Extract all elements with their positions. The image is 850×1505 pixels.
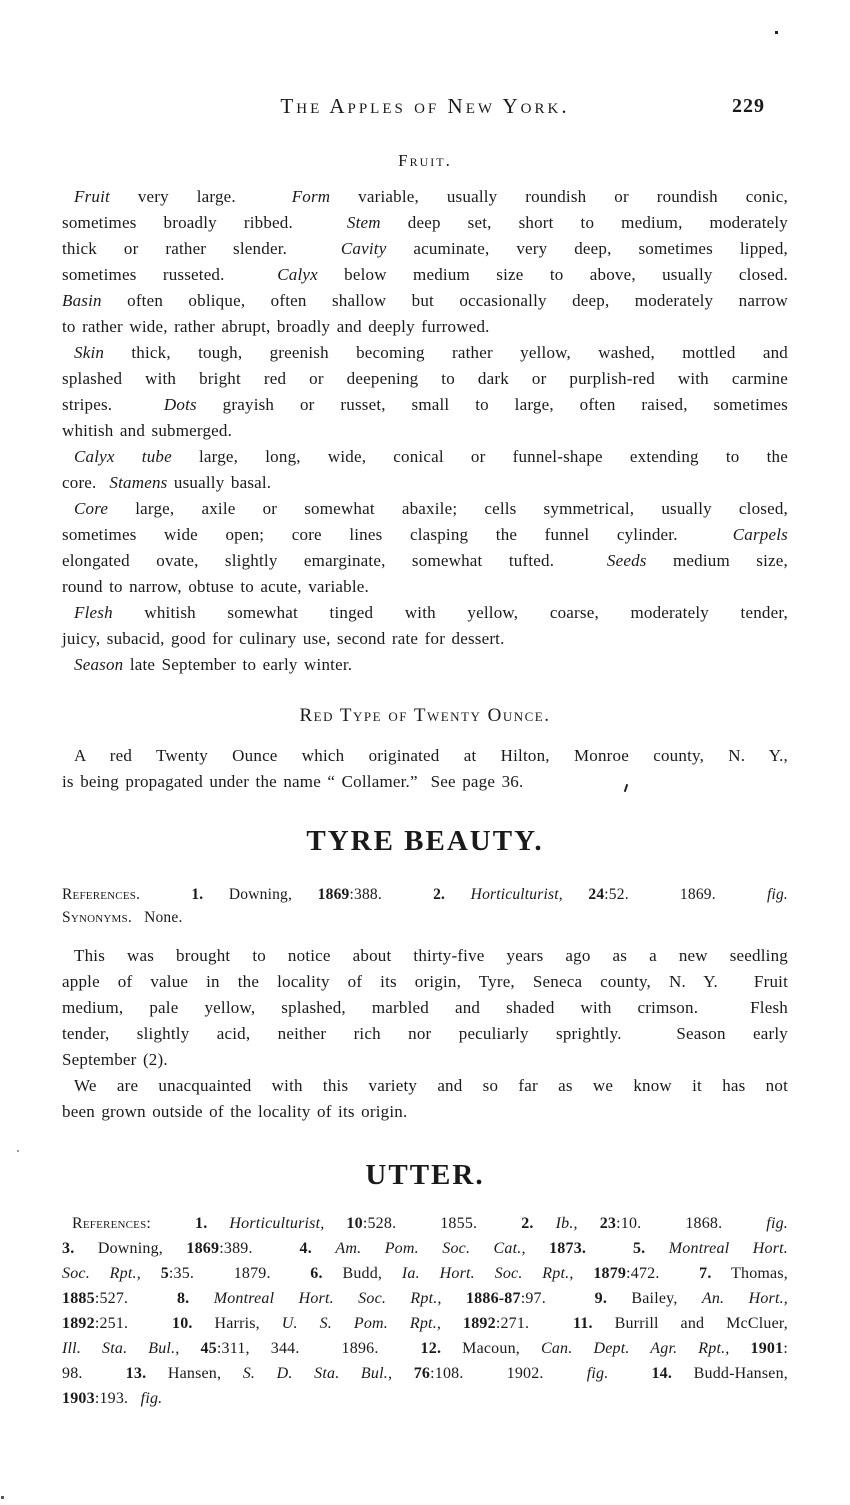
text-segment bbox=[151, 1215, 195, 1232]
text-segment: 1879 bbox=[593, 1265, 627, 1282]
text-segment: Stem bbox=[346, 213, 381, 232]
running-head-title: The Apples of New York. bbox=[280, 94, 570, 118]
text-segment: Bailey, bbox=[607, 1290, 702, 1307]
text-segment: Form bbox=[291, 187, 331, 206]
scan-speck bbox=[775, 31, 778, 34]
text-segment: splashed with bright red or deepening to dark or purplish-red with carmine bbox=[62, 369, 788, 388]
text-line bbox=[62, 184, 788, 210]
paragraph-tyre-note bbox=[62, 1073, 788, 1125]
text-segment: Horticulturist, bbox=[229, 1215, 325, 1232]
text-segment: 24 bbox=[588, 886, 605, 903]
text-segment: Stamens bbox=[109, 473, 168, 492]
text-segment: large, long, wide, conical or funnel-shape extending to the bbox=[171, 447, 788, 466]
text-line bbox=[62, 210, 788, 236]
text-segment: :35. 1879. bbox=[168, 1265, 311, 1282]
text-segment: Can. Dept. Agr. Rpt., bbox=[540, 1340, 730, 1357]
text-line bbox=[62, 1236, 788, 1261]
section-heading-red-type: Red Type of Twenty Ounce. bbox=[299, 705, 551, 726]
text-segment: round to narrow, obtuse to acute, variable. bbox=[62, 577, 369, 596]
text-segment: 1869 bbox=[317, 886, 350, 903]
text-segment: 12. bbox=[420, 1340, 442, 1357]
text-segment bbox=[586, 1240, 633, 1257]
text-segment: 1892 bbox=[463, 1315, 496, 1332]
text-segment: Calyx bbox=[277, 265, 318, 284]
text-segment: 1869 bbox=[186, 1240, 220, 1257]
text-segment: Harris, bbox=[192, 1315, 282, 1332]
text-line bbox=[62, 444, 788, 470]
text-line bbox=[62, 969, 788, 995]
text-segment: thick, tough, greenish becoming rather yellow, washed, mottled and bbox=[104, 343, 788, 362]
text-segment bbox=[392, 1365, 414, 1382]
paragraph-calyx-tube bbox=[62, 444, 788, 496]
text-segment: Ib., bbox=[555, 1215, 578, 1232]
references-tyre-beauty bbox=[62, 883, 788, 929]
text-segment: Downing, bbox=[203, 886, 318, 903]
text-segment: 8. bbox=[176, 1290, 190, 1307]
text-segment: Dots bbox=[163, 395, 197, 414]
text-line bbox=[62, 496, 788, 522]
text-segment: Thomas, bbox=[711, 1265, 788, 1282]
text-segment bbox=[141, 1265, 161, 1282]
paragraph-red-type bbox=[62, 743, 788, 795]
text-segment bbox=[207, 1215, 229, 1232]
text-segment: Budd-Hansen, bbox=[672, 1365, 789, 1382]
text-line bbox=[62, 418, 788, 444]
text-line bbox=[62, 626, 788, 652]
text-segment bbox=[179, 1340, 200, 1357]
text-line bbox=[62, 288, 788, 314]
text-line bbox=[62, 366, 788, 392]
text-segment: medium, pale yellow, splashed, marbled and shaded with crimson. Flesh bbox=[62, 998, 788, 1017]
scan-speck bbox=[1, 1496, 4, 1499]
text-segment: late September to early winter. bbox=[123, 655, 353, 674]
text-segment: Seeds bbox=[606, 551, 647, 570]
text-segment: :388. bbox=[349, 886, 434, 903]
text-segment: Burrill and McCluer, bbox=[592, 1315, 788, 1332]
text-segment: A red Twenty Ounce which originated at Hilton, Monroe county, N. Y., bbox=[74, 746, 788, 765]
text-segment bbox=[445, 886, 471, 903]
text-segment: 45 bbox=[200, 1340, 217, 1357]
text-segment bbox=[534, 1215, 556, 1232]
text-segment: grayish or russet, small to large, often raised, sometimes bbox=[196, 395, 788, 414]
text-segment bbox=[563, 886, 589, 903]
text-segment: 1903 bbox=[62, 1390, 95, 1407]
text-segment: fig. bbox=[766, 1215, 788, 1232]
text-segment: :10. 1868. bbox=[616, 1215, 767, 1232]
text-segment: Cavity bbox=[340, 239, 387, 258]
text-segment: fig. bbox=[766, 886, 788, 903]
scan-speck bbox=[17, 1150, 19, 1152]
text-line bbox=[62, 652, 788, 678]
text-segment: :311, 344. 1896. bbox=[216, 1340, 421, 1357]
text-segment: deep set, short to medium, moderately bbox=[380, 213, 788, 232]
text-segment: acuminate, very deep, sometimes lipped, bbox=[386, 239, 788, 258]
text-segment: 3. bbox=[62, 1240, 75, 1257]
paragraph-tyre-history bbox=[62, 943, 788, 1073]
text-segment: September (2). bbox=[62, 1050, 168, 1069]
paragraph-core-seeds bbox=[62, 496, 788, 600]
text-segment: :97. bbox=[520, 1290, 595, 1307]
text-segment: 9. bbox=[594, 1290, 608, 1307]
text-line bbox=[62, 769, 788, 795]
text-line bbox=[62, 1073, 788, 1099]
text-line bbox=[62, 1311, 788, 1336]
text-segment bbox=[312, 1240, 335, 1257]
text-segment: Montreal Hort. bbox=[668, 1240, 788, 1257]
text-segment bbox=[140, 886, 191, 903]
text-segment bbox=[441, 1315, 463, 1332]
text-segment: tender, slightly acid, neither rich nor peculiarly sprightly. Season early bbox=[62, 1024, 788, 1043]
text-segment: medium size, bbox=[646, 551, 788, 570]
text-segment: often oblique, often shallow but occasionally deep, moderately narrow bbox=[101, 291, 788, 310]
text-line bbox=[62, 600, 788, 626]
text-segment: 1901 bbox=[750, 1340, 784, 1357]
text-line bbox=[62, 574, 788, 600]
text-line bbox=[62, 1336, 788, 1361]
text-segment bbox=[526, 1240, 549, 1257]
text-segment: This was brought to notice about thirty-five years ago as a new seedling bbox=[74, 946, 788, 965]
text-line bbox=[62, 943, 788, 969]
text-line bbox=[62, 1211, 788, 1236]
text-segment: elongated ovate, slightly emarginate, somewhat tufted. bbox=[62, 551, 607, 570]
text-line bbox=[62, 1099, 788, 1125]
text-segment: Basin bbox=[62, 291, 102, 310]
text-segment: sometimes broadly ribbed. bbox=[62, 213, 347, 232]
text-line bbox=[62, 1286, 788, 1311]
text-segment: 7. bbox=[699, 1265, 712, 1282]
text-segment: 6. bbox=[310, 1265, 323, 1282]
text-segment: 1873. bbox=[549, 1240, 587, 1257]
text-segment: 13. bbox=[125, 1365, 147, 1382]
text-segment: : bbox=[783, 1340, 788, 1357]
text-segment: :52. 1869. bbox=[604, 886, 767, 903]
text-segment: Carpels bbox=[732, 525, 788, 544]
text-segment: core. bbox=[62, 473, 110, 492]
text-segment: sometimes russeted. bbox=[62, 265, 278, 284]
text-line bbox=[62, 1047, 788, 1073]
text-segment: References. bbox=[62, 886, 141, 903]
paragraph-fruit-form bbox=[62, 184, 788, 340]
text-line bbox=[62, 1386, 788, 1411]
text-segment: Soc. Rpt., bbox=[62, 1265, 141, 1282]
text-segment: 10. bbox=[172, 1315, 193, 1332]
text-line bbox=[62, 522, 788, 548]
text-segment: References: bbox=[72, 1215, 152, 1232]
text-line bbox=[62, 314, 788, 340]
text-segment: Montreal Hort. Soc. Rpt., bbox=[213, 1290, 442, 1307]
text-segment: usually basal. bbox=[167, 473, 272, 492]
text-segment: :108. 1902. bbox=[430, 1365, 587, 1382]
text-segment: 5 bbox=[160, 1265, 169, 1282]
text-segment bbox=[645, 1240, 668, 1257]
text-segment: Am. Pom. Soc. Cat., bbox=[335, 1240, 526, 1257]
text-segment: sometimes wide open; core lines clasping the funnel cylinder. bbox=[62, 525, 733, 544]
running-head bbox=[62, 94, 788, 118]
text-segment: 5. bbox=[632, 1240, 646, 1257]
text-segment bbox=[442, 1290, 466, 1307]
text-segment: stripes. bbox=[62, 395, 164, 414]
text-line bbox=[62, 906, 788, 929]
text-segment: U. S. Pom. Rpt., bbox=[281, 1315, 442, 1332]
text-segment: Fruit bbox=[74, 187, 110, 206]
text-segment: is being propagated under the name “ Collamer.” See page 36. bbox=[62, 772, 524, 791]
text-line bbox=[62, 883, 788, 906]
text-line bbox=[62, 236, 788, 262]
text-segment: 11. bbox=[573, 1315, 593, 1332]
text-segment: 4. bbox=[299, 1240, 312, 1257]
text-segment: Flesh bbox=[74, 603, 113, 622]
paragraph-season bbox=[62, 652, 788, 678]
text-line bbox=[62, 1261, 788, 1286]
text-segment: Synonyms. bbox=[62, 909, 132, 926]
text-segment: :251. bbox=[94, 1315, 173, 1332]
text-segment: Core bbox=[74, 499, 109, 518]
text-line bbox=[62, 995, 788, 1021]
text-segment bbox=[730, 1340, 751, 1357]
section-heading-fruit: Fruit. bbox=[398, 151, 452, 170]
text-line bbox=[62, 743, 788, 769]
text-segment bbox=[578, 1215, 600, 1232]
text-segment: 10 bbox=[346, 1215, 363, 1232]
text-segment: whitish somewhat tinged with yellow, coarse, moderately tender, bbox=[112, 603, 788, 622]
text-segment: Ill. Sta. Bul., bbox=[62, 1340, 180, 1357]
text-segment: fig. bbox=[586, 1365, 609, 1382]
text-segment: 98. bbox=[62, 1365, 126, 1382]
text-segment: :389. bbox=[219, 1240, 300, 1257]
text-segment: 2. bbox=[433, 886, 446, 903]
text-line bbox=[62, 1361, 788, 1386]
text-segment: Calyx tube bbox=[74, 447, 172, 466]
text-segment: thick or rather slender. bbox=[62, 239, 341, 258]
paragraph-flesh bbox=[62, 600, 788, 652]
text-segment: :528. 1855. bbox=[362, 1215, 522, 1232]
text-segment: S. D. Sta. Bul., bbox=[242, 1365, 393, 1382]
variety-title-tyre-beauty: TYRE BEAUTY. bbox=[306, 825, 544, 857]
text-segment: to rather wide, rather abrupt, broadly and deeply furrowed. bbox=[62, 317, 490, 336]
text-segment: None. bbox=[131, 909, 183, 926]
text-segment: Ia. Hort. Soc. Rpt., bbox=[401, 1265, 574, 1282]
text-segment: 14. bbox=[651, 1365, 673, 1382]
references-utter bbox=[62, 1211, 788, 1411]
text-segment: very large. bbox=[109, 187, 292, 206]
text-segment: 1885 bbox=[62, 1290, 95, 1307]
text-line bbox=[62, 392, 788, 418]
text-segment: We are unacquainted with this variety and so far as we know it has not bbox=[74, 1076, 788, 1095]
text-segment: variable, usually roundish or roundish conic, bbox=[330, 187, 788, 206]
variety-title-utter: UTTER. bbox=[365, 1159, 485, 1191]
text-segment: 1. bbox=[195, 1215, 208, 1232]
text-segment bbox=[324, 1215, 346, 1232]
text-segment: An. Hort., bbox=[701, 1290, 788, 1307]
paragraph-skin-dots bbox=[62, 340, 788, 444]
text-segment: 23 bbox=[599, 1215, 617, 1232]
text-segment bbox=[189, 1290, 213, 1307]
text-segment: Macoun, bbox=[441, 1340, 541, 1357]
text-segment bbox=[574, 1265, 594, 1282]
text-segment: Skin bbox=[74, 343, 105, 362]
text-segment: juicy, subacid, good for culinary use, second rate for dessert. bbox=[62, 629, 505, 648]
fruit-description-block bbox=[62, 184, 788, 678]
text-segment: Budd, bbox=[322, 1265, 402, 1282]
text-segment: 1. bbox=[191, 886, 204, 903]
text-line bbox=[62, 470, 788, 496]
text-segment: apple of value in the locality of its origin, Tyre, Seneca county, N. Y. Fruit bbox=[62, 972, 788, 991]
text-segment: Downing, bbox=[74, 1240, 187, 1257]
text-segment: 1886-87 bbox=[465, 1290, 521, 1307]
text-segment: Hansen, bbox=[146, 1365, 243, 1382]
text-line bbox=[62, 1021, 788, 1047]
text-segment: 1892 bbox=[62, 1315, 95, 1332]
text-segment: Season bbox=[74, 655, 124, 674]
tyre-description-block bbox=[62, 943, 788, 1125]
text-segment: 76 bbox=[413, 1365, 431, 1382]
text-segment: :193. bbox=[94, 1390, 141, 1407]
text-segment: Horticulturist, bbox=[470, 886, 563, 903]
page-number: 229 bbox=[732, 95, 765, 117]
text-line bbox=[62, 340, 788, 366]
text-line bbox=[62, 548, 788, 574]
text-segment: :271. bbox=[495, 1315, 574, 1332]
text-line bbox=[62, 262, 788, 288]
text-segment: fig. bbox=[140, 1390, 163, 1407]
text-segment: large, axile or somewhat abaxile; cells symmetrical, usually closed, bbox=[108, 499, 788, 518]
text-segment: :472. bbox=[626, 1265, 700, 1282]
text-segment bbox=[608, 1365, 651, 1382]
text-segment: 2. bbox=[521, 1215, 534, 1232]
text-segment: been grown outside of the locality of its origin. bbox=[62, 1102, 408, 1121]
text-segment: whitish and submerged. bbox=[62, 421, 233, 440]
text-segment: below medium size to above, usually closed. bbox=[317, 265, 789, 284]
text-segment: :527. bbox=[94, 1290, 177, 1307]
